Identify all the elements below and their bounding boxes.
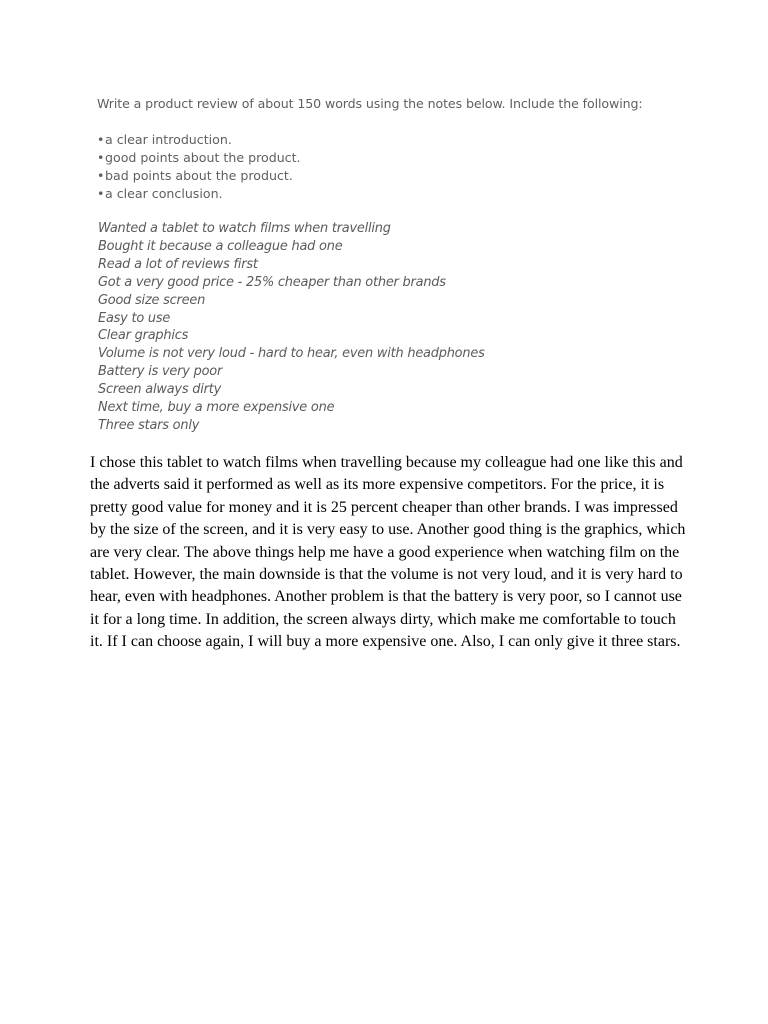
notes-list — [98, 220, 485, 435]
note-item: Battery is very poor — [98, 364, 223, 380]
note-item: Read a lot of reviews first — [98, 256, 258, 272]
note-item: Screen always dirty — [98, 382, 222, 398]
bullet-icon: • — [97, 168, 105, 183]
bullet-icon: • — [97, 132, 105, 147]
note-item: Next time, buy a more expensive one — [98, 400, 335, 416]
requirement-item: •good points about the product. — [97, 150, 301, 165]
note-item: Got a very good price - 25% cheaper than other brands — [98, 274, 446, 290]
note-item: Three stars only — [98, 417, 200, 433]
requirements-list — [97, 131, 301, 203]
note-item: Volume is not very loud - hard to hear, even with headphones — [98, 346, 485, 362]
requirement-item: •a clear introduction. — [97, 132, 232, 147]
note-item: Wanted a tablet to watch films when travelling — [98, 221, 391, 236]
bullet-icon: • — [97, 150, 105, 165]
note-item: Good size screen — [98, 292, 206, 308]
note-item: Easy to use — [98, 310, 171, 326]
task-instruction: Write a product review of about 150 words using the notes below. Include the following: — [97, 96, 643, 111]
review-paragraph: I chose this tablet to watch films when travelling because my colleague had one like this and the adverts said it performed as well as its more expensive competitors. For the price, it is pretty good value for money and it is 25 percent cheaper than other brands. I was impressed by the size of the screen, and it is very easy to use. Another good thing is the graphics, which are very clear. The above things help me have a good experience when watching film on the tablet. However, the main downside is that the volume is not very loud, and it is very hard to hear, even with headphones. Another problem is that the battery is very poor, so I cannot use it for a long time. In addition, the screen always dirty, which make me comfortable to touch it. If I can choose again, I will buy a more expensive one. Also, I can only give it three stars. — [90, 454, 686, 651]
bullet-icon: • — [97, 186, 105, 201]
note-item: Bought it because a colleague had one — [98, 238, 343, 254]
requirement-item: •a clear conclusion. — [97, 186, 223, 201]
task-prompt-image — [88, 88, 688, 440]
requirement-item: •bad points about the product. — [97, 168, 293, 183]
note-item: Clear graphics — [98, 328, 189, 344]
